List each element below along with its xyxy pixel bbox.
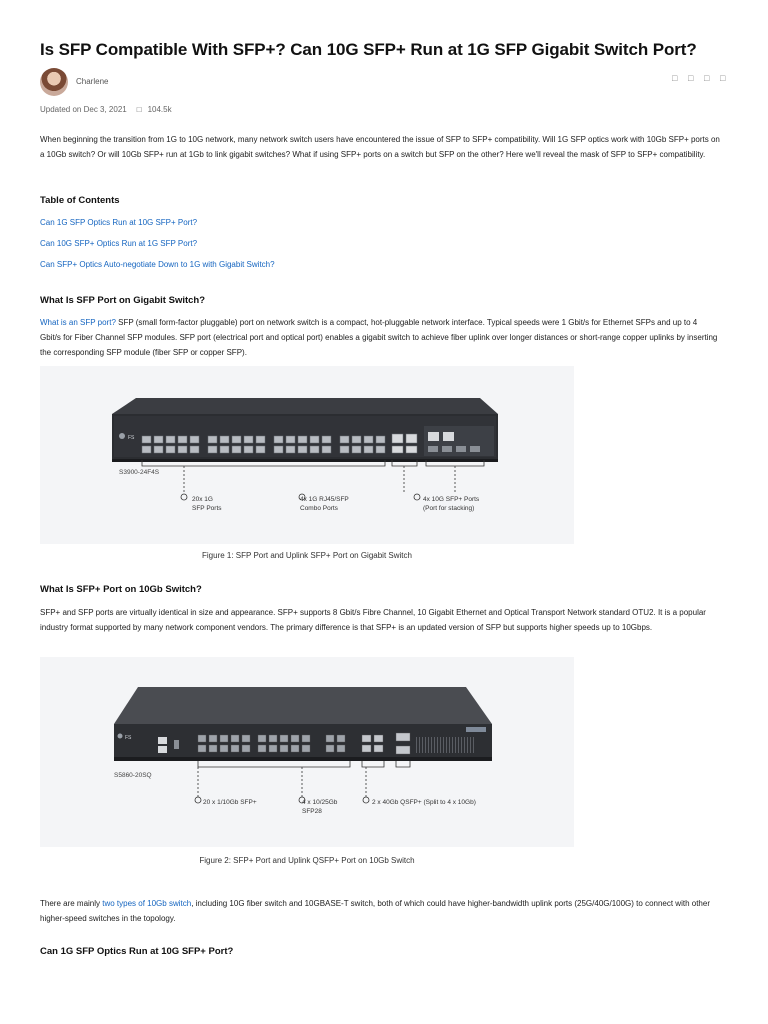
figure-2-caption: Figure 2: SFP+ Port and Uplink QSFP+ Port on 10Gb Switch [199,856,415,865]
switch-1-illustration [40,366,574,544]
figure-1-label-2: SFP Ports [192,505,222,512]
updated-date: Updated on Dec 3, 2021 [40,105,127,114]
toc-item-3[interactable]: Can SFP+ Optics Auto-negotiate Down to 1G with Gigabit Switch? [40,260,275,269]
section-10gb-post: , including 10G fiber switch and 10GBASE-T switch, both of which could have higher-bandwidth uplink ports (25G/40G/100G) to connect with other higher-speed switches in the topology. [40,899,710,923]
switch-2-illustration [40,657,574,847]
toc-item-2[interactable]: Can 10G SFP+ Optics Run at 1G SFP Port? [40,239,198,248]
section-heading-sfp-port: What Is SFP Port on Gigabit Switch? [40,295,206,306]
figure-2-label-4: 2 x 40Gb QSFP+ (Split to 4 x 10Gb) [372,799,476,806]
author-avatar[interactable] [40,68,68,96]
sfp-port-link[interactable]: What is an SFP port? [40,318,116,327]
figure-1-label-1: 20x 1G [192,496,213,503]
section-heading-sfp-plus-port: What Is SFP+ Port on 10Gb Switch? [40,584,202,595]
switch-2-brand: FS [125,735,132,741]
figure-1-label-6: (Port for stacking) [423,505,475,512]
figure-1-label-5: 4x 10G SFP+ Ports [423,496,480,503]
share-icon-3[interactable]: □ [704,73,710,83]
author-name[interactable]: Charlene [76,77,109,86]
article-title: Is SFP Compatible With SFP+? Can 10G SFP+ Run at 1G SFP Gigabit Switch Port? [40,40,697,59]
share-icon-1[interactable]: □ [672,73,678,83]
figure-1-caption: Figure 1: SFP Port and Uplink SFP+ Port on Gigabit Switch [202,551,412,560]
section-sfp-port-paragraph [40,315,720,360]
figure-2-image [40,657,574,847]
section-10gb-pre: There are mainly [40,899,103,908]
figure-2-label-3: SFP28 [302,808,322,815]
toc-item-1[interactable]: Can 1G SFP Optics Run at 10G SFP+ Port? [40,218,198,227]
section-heading-1g-sfp-at-10g: Can 1G SFP Optics Run at 10G SFP+ Port? [40,946,234,957]
view-count: 104.5k [147,105,172,114]
figure-2-label-1: 20 x 1/10Gb SFP+ [203,799,257,806]
figure-1-label-4: Combo Ports [300,505,338,512]
switch-2-model: S5860-20SQ [114,772,152,779]
figure-2-label-2: 4 x 10/25Gb [302,799,338,806]
article-meta [40,105,172,114]
switch-1-brand: FS [128,435,135,441]
section-sfp-port-text: SFP (small form-factor pluggable) port on network switch is a compact, hot-pluggable network interface. Typical speeds were 1 Gbit/s for Ethernet SFPs and up to 4 Gbit/s for Fiber Channel SFP modules. SFP port (electrical port and optical port) enables a gigabit switch to achieve fiber uplink over longer distances or short-range copper uplinks by inserting the corresponding SFP module (fiber SFP or copper SFP). [40,318,718,357]
figure-1-label-3: 4x 1G RJ45/SFP [300,496,349,503]
two-types-switch-link[interactable]: two types of 10Gb switch [102,899,192,908]
figure-1-image [40,366,574,544]
switch-1-model: S3900-24F4S [119,469,160,476]
intro-paragraph: When beginning the transition from 1G to 10G network, many network switch users have encountered the issue of SFP to SFP+ compatibility. Will 1G SFP optics work with 10Gb SFP+ ports on a 10Gb switch? Or will 10Gb SFP+ run at 1Gb to link gigabit switches? What if using SFP+ ports on a switch but SFP on the other? Here we'll reveal the mask of SFP to SFP+ compatibility. [40,135,720,159]
share-icon-2[interactable]: □ [688,73,694,83]
section-sfp-plus-paragraph: SFP+ and SFP ports are virtually identical in size and appearance. SFP+ supports 8 Gbit/s Fibre Channel, 10 Gigabit Ethernet and Optical Transport Network standard OTU2. It is a popular industry format supported by many network component vendors. The primary difference is that SFP+ is an updated version of SFP but supports higher speeds up to 10Gbps. [40,608,706,632]
section-10gb-switch-paragraph [40,896,720,926]
views-icon: □ [136,105,142,114]
toc-title: Table of Contents [40,195,120,206]
share-icon-4[interactable]: □ [720,73,726,83]
